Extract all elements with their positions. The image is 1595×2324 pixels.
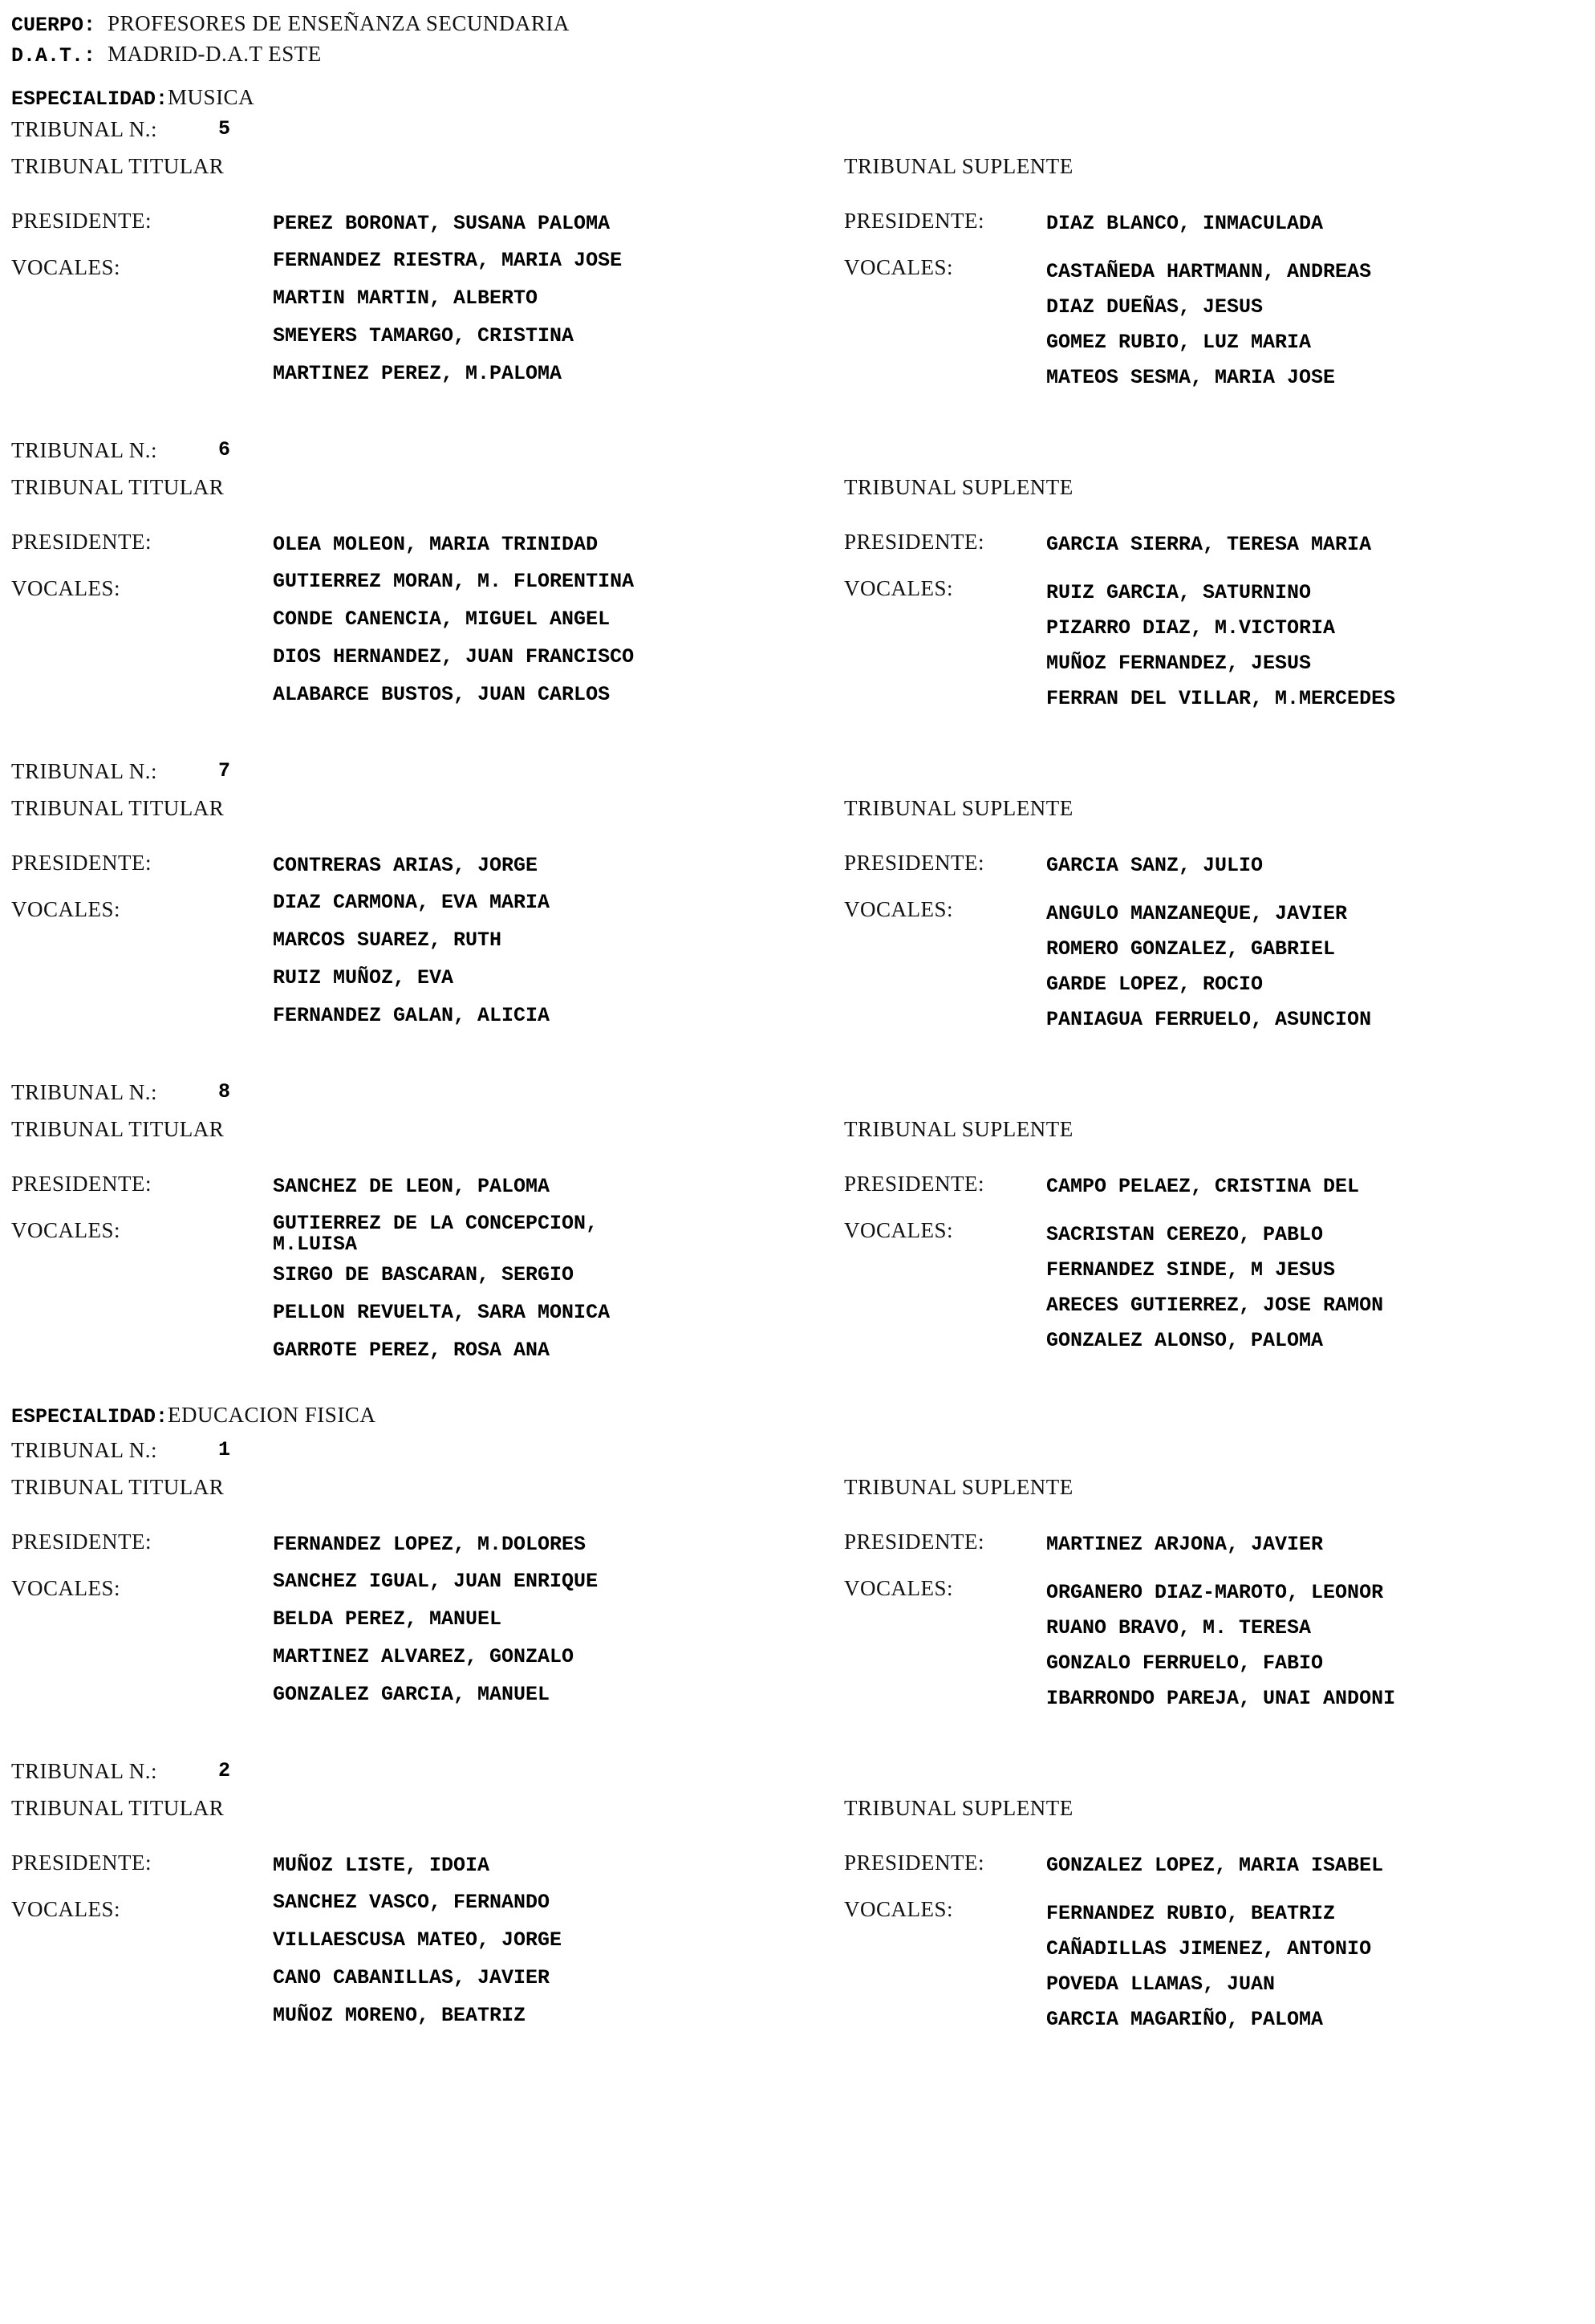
tribunal-suplente-heading: TRIBUNAL SUPLENTE [844,475,1073,499]
suplente-vocales-label: VOCALES: [844,1897,954,1921]
titular-vocales-label: VOCALES: [11,1576,121,1600]
titular-vocales-label: VOCALES: [11,255,121,279]
dat-value: MADRID-D.A.T ESTE [108,42,322,66]
suplente-vocal-name: RUANO BRAVO, M. TERESA [1046,1616,1312,1639]
titular-vocal-name: CANO CABANILLAS, JAVIER [273,1966,550,1989]
titular-vocal-name: DIAZ CARMONA, EVA MARIA [273,891,550,914]
tribunal-number-label: TRIBUNAL N.: [11,1080,157,1104]
titular-presidente-name: SANCHEZ DE LEON, PALOMA [273,1175,550,1198]
suplente-vocal-name: FERNANDEZ RUBIO, BEATRIZ [1046,1902,1336,1925]
especialidad-line [11,1403,375,1429]
suplente-vocal-name: MATEOS SESMA, MARIA JOSE [1046,366,1336,389]
titular-presidente-label: PRESIDENTE: [11,1172,152,1196]
titular-vocal-name: MARTINEZ ALVAREZ, GONZALO [273,1645,574,1668]
suplente-vocal-name: GOMEZ RUBIO, LUZ MARIA [1046,331,1312,354]
especialidad-label: ESPECIALIDAD: [11,87,168,111]
titular-vocal-name: BELDA PEREZ, MANUEL [273,1607,502,1631]
suplente-vocales-label: VOCALES: [844,576,954,600]
suplente-vocal-name: POVEDA LLAMAS, JUAN [1046,1973,1276,1996]
suplente-vocal-name: RUIZ GARCIA, SATURNINO [1046,581,1312,604]
suplente-presidente-label: PRESIDENTE: [844,851,985,875]
suplente-vocal-name: IBARRONDO PAREJA, UNAI ANDONI [1046,1687,1396,1710]
especialidad-label: ESPECIALIDAD: [11,1405,168,1428]
tribunal-suplente-heading: TRIBUNAL SUPLENTE [844,1475,1073,1499]
titular-presidente-name: MUÑOZ LISTE, IDOIA [273,1854,490,1877]
tribunal-titular-heading: TRIBUNAL TITULAR [11,1475,225,1499]
suplente-presidente-label: PRESIDENTE: [844,209,985,233]
suplente-vocal-name: PIZARRO DIAZ, M.VICTORIA [1046,616,1336,640]
cuerpo-value: PROFESORES DE ENSEÑANZA SECUNDARIA [108,11,570,35]
suplente-presidente-name: GARCIA SIERRA, TERESA MARIA [1046,533,1372,556]
tribunal-number-label: TRIBUNAL N.: [11,438,157,462]
suplente-vocal-name: SACRISTAN CEREZO, PABLO [1046,1223,1324,1246]
cuerpo-line [11,11,570,38]
tribunal-number: 8 [218,1080,231,1103]
suplente-vocal-name: FERRAN DEL VILLAR, M.MERCEDES [1046,687,1396,710]
tribunal-suplente-heading: TRIBUNAL SUPLENTE [844,1117,1073,1141]
titular-vocal-name: CONDE CANENCIA, MIGUEL ANGEL [273,607,611,631]
suplente-vocales-label: VOCALES: [844,897,954,921]
suplente-presidente-label: PRESIDENTE: [844,1530,985,1554]
suplente-presidente-label: PRESIDENTE: [844,530,985,554]
especialidad-line [11,85,254,112]
titular-presidente-name: CONTRERAS ARIAS, JORGE [273,854,538,877]
titular-vocales-label: VOCALES: [11,1218,121,1242]
titular-vocal-name: RUIZ MUÑOZ, EVA [273,966,454,989]
titular-vocal-name: GARROTE PEREZ, ROSA ANA [273,1339,550,1362]
titular-vocal-name: FERNANDEZ GALAN, ALICIA [273,1004,550,1027]
titular-presidente-name: OLEA MOLEON, MARIA TRINIDAD [273,533,599,556]
especialidad-value: EDUCACION FISICA [168,1403,376,1427]
titular-vocal-name: DIOS HERNANDEZ, JUAN FRANCISCO [273,645,635,668]
suplente-vocal-name: GONZALEZ ALONSO, PALOMA [1046,1329,1324,1352]
suplente-vocales-label: VOCALES: [844,255,954,279]
tribunal-titular-heading: TRIBUNAL TITULAR [11,1796,225,1820]
titular-vocal-name: SANCHEZ VASCO, FERNANDO [273,1891,550,1914]
titular-vocal-name: ALABARCE BUSTOS, JUAN CARLOS [273,683,611,706]
titular-vocal-name: GUTIERREZ MORAN, M. FLORENTINA [273,570,635,593]
suplente-vocal-name: CAÑADILLAS JIMENEZ, ANTONIO [1046,1937,1372,1960]
suplente-vocal-name: ARECES GUTIERREZ, JOSE RAMON [1046,1294,1384,1317]
titular-vocal-name: SIRGO DE BASCARAN, SERGIO [273,1263,574,1286]
titular-vocal-name: GONZALEZ GARCIA, MANUEL [273,1683,550,1706]
suplente-vocal-name: GARCIA MAGARIÑO, PALOMA [1046,2008,1324,2031]
titular-vocal-name: MARCOS SUAREZ, RUTH [273,928,502,952]
titular-vocal-name: VILLAESCUSA MATEO, JORGE [273,1928,562,1952]
titular-vocales-label: VOCALES: [11,576,121,600]
suplente-vocal-name: ANGULO MANZANEQUE, JAVIER [1046,902,1348,925]
titular-presidente-name: PEREZ BORONAT, SUSANA PALOMA [273,212,611,235]
cuerpo-label: CUERPO: [11,14,96,37]
titular-presidente-name: FERNANDEZ LOPEZ, M.DOLORES [273,1533,586,1556]
tribunal-number-label: TRIBUNAL N.: [11,759,157,783]
tribunal-number: 1 [218,1438,231,1461]
titular-presidente-label: PRESIDENTE: [11,851,152,875]
titular-vocal-name: GUTIERREZ DE LA CONCEPCION, M.LUISA [273,1212,599,1256]
titular-vocal-name: SANCHEZ IGUAL, JUAN ENRIQUE [273,1570,599,1593]
tribunal-number-label: TRIBUNAL N.: [11,117,157,141]
tribunal-suplente-heading: TRIBUNAL SUPLENTE [844,1796,1073,1820]
titular-vocal-name: MARTINEZ PEREZ, M.PALOMA [273,362,562,385]
tribunal-suplente-heading: TRIBUNAL SUPLENTE [844,154,1073,178]
tribunal-titular-heading: TRIBUNAL TITULAR [11,154,225,178]
tribunal-number: 5 [218,117,231,140]
suplente-vocal-name: DIAZ DUEÑAS, JESUS [1046,295,1264,319]
suplente-vocal-name: ORGANERO DIAZ-MAROTO, LEONOR [1046,1581,1384,1604]
titular-vocal-name: PELLON REVUELTA, SARA MONICA [273,1301,611,1324]
tribunal-suplente-heading: TRIBUNAL SUPLENTE [844,796,1073,820]
titular-vocales-label: VOCALES: [11,897,121,921]
suplente-vocales-label: VOCALES: [844,1218,954,1242]
tribunal-titular-heading: TRIBUNAL TITULAR [11,1117,225,1141]
especialidad-value: MUSICA [168,85,255,109]
suplente-vocal-name: GONZALO FERRUELO, FABIO [1046,1652,1324,1675]
suplente-vocal-name: MUÑOZ FERNANDEZ, JESUS [1046,652,1312,675]
titular-vocal-name: SMEYERS TAMARGO, CRISTINA [273,324,574,347]
titular-vocal-name: MUÑOZ MORENO, BEATRIZ [273,2004,526,2027]
dat-label: D.A.T.: [11,44,96,67]
tribunal-number-label: TRIBUNAL N.: [11,1438,157,1462]
titular-presidente-label: PRESIDENTE: [11,1530,152,1554]
titular-presidente-label: PRESIDENTE: [11,530,152,554]
titular-vocales-label: VOCALES: [11,1897,121,1921]
suplente-presidente-name: GONZALEZ LOPEZ, MARIA ISABEL [1046,1854,1384,1877]
suplente-presidente-label: PRESIDENTE: [844,1851,985,1875]
tribunal-number: 7 [218,759,231,782]
titular-presidente-label: PRESIDENTE: [11,1851,152,1875]
suplente-vocal-name: GARDE LOPEZ, ROCIO [1046,973,1264,996]
suplente-vocal-name: FERNANDEZ SINDE, M JESUS [1046,1258,1336,1282]
suplente-vocales-label: VOCALES: [844,1576,954,1600]
tribunal-titular-heading: TRIBUNAL TITULAR [11,475,225,499]
tribunal-titular-heading: TRIBUNAL TITULAR [11,796,225,820]
suplente-vocal-name: ROMERO GONZALEZ, GABRIEL [1046,937,1336,961]
tribunal-number: 2 [218,1759,231,1782]
dat-line [11,42,322,68]
titular-vocal-name: FERNANDEZ RIESTRA, MARIA JOSE [273,249,623,272]
suplente-presidente-label: PRESIDENTE: [844,1172,985,1196]
suplente-presidente-name: CAMPO PELAEZ, CRISTINA DEL [1046,1175,1360,1198]
titular-vocal-name: MARTIN MARTIN, ALBERTO [273,286,538,310]
suplente-vocal-name: PANIAGUA FERRUELO, ASUNCION [1046,1008,1372,1031]
titular-presidente-label: PRESIDENTE: [11,209,152,233]
suplente-presidente-name: GARCIA SANZ, JULIO [1046,854,1264,877]
suplente-presidente-name: MARTINEZ ARJONA, JAVIER [1046,1533,1324,1556]
suplente-vocal-name: CASTAÑEDA HARTMANN, ANDREAS [1046,260,1372,283]
tribunal-number: 6 [218,438,231,461]
tribunal-number-label: TRIBUNAL N.: [11,1759,157,1783]
suplente-presidente-name: DIAZ BLANCO, INMACULADA [1046,212,1324,235]
